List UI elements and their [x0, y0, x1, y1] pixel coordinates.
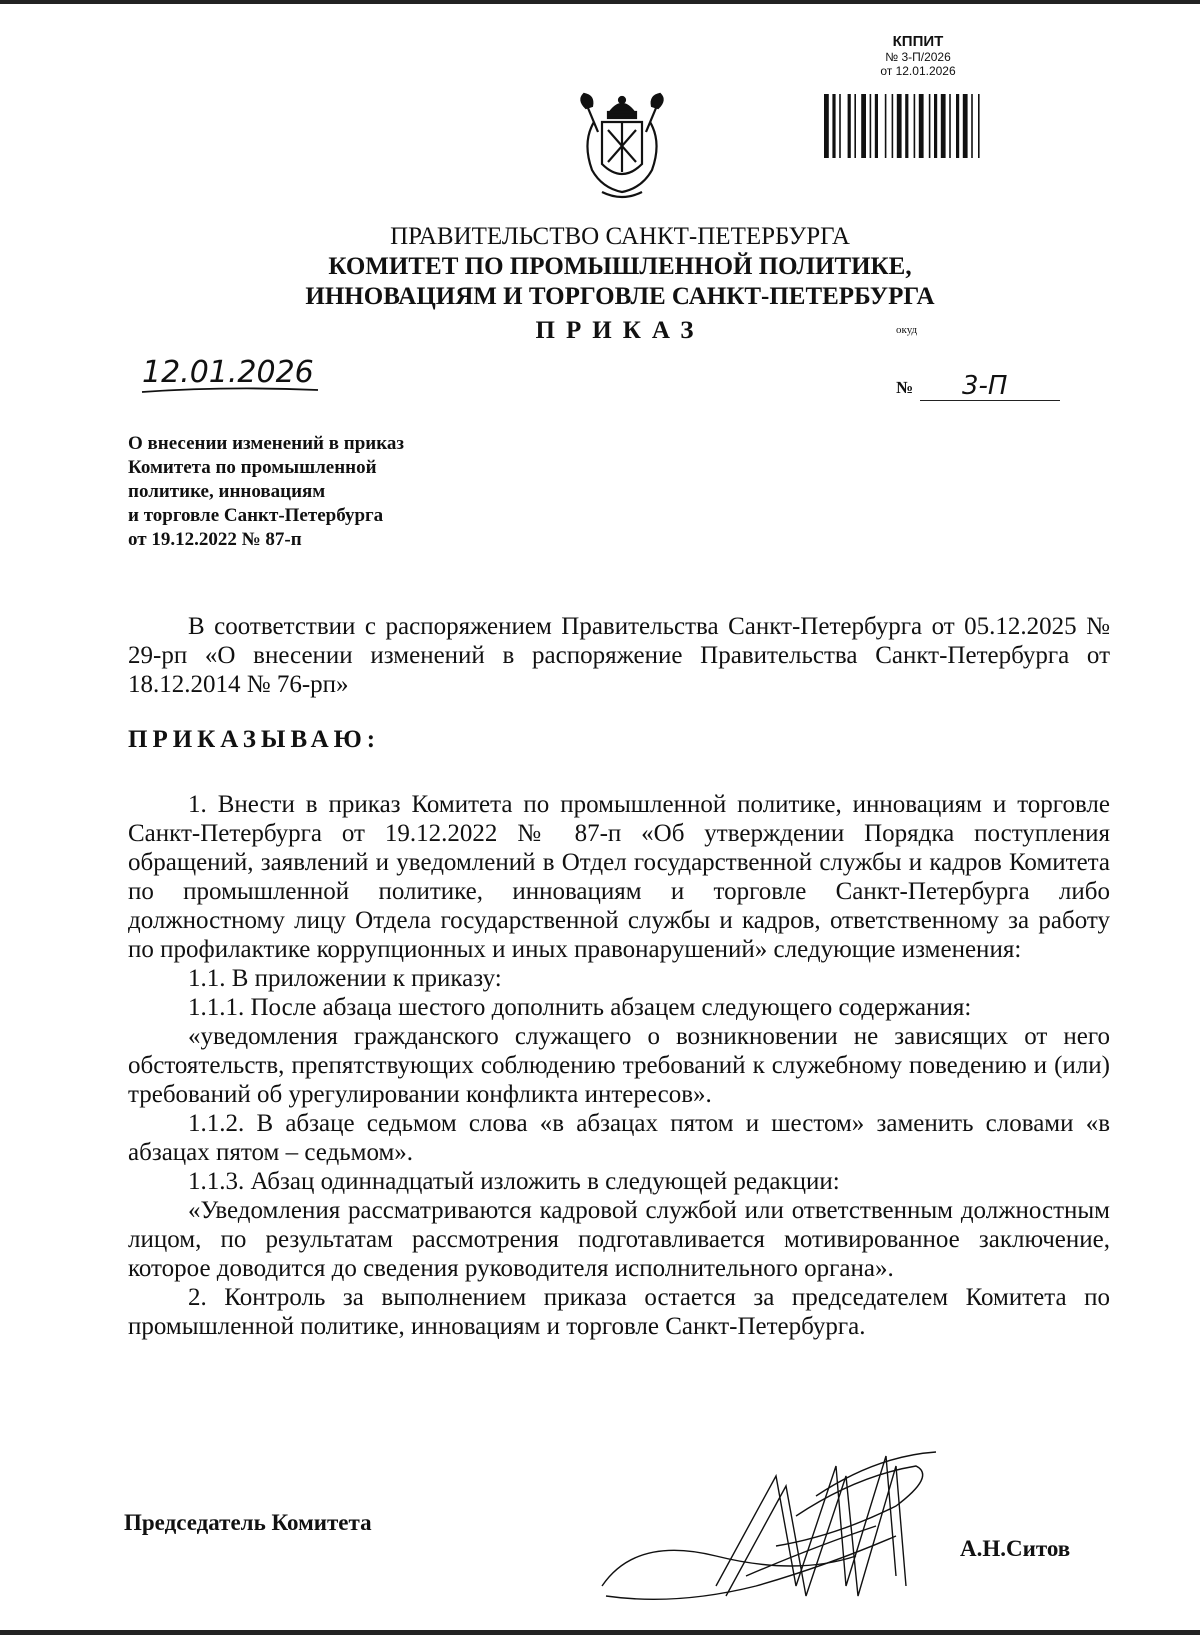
subject-line: Комитета по промышленной: [128, 457, 377, 478]
barcode-bar: [978, 94, 980, 158]
subject-line: и торговле Санкт-Петербурга: [128, 505, 384, 526]
item-1: 1. Внести в приказ Комитета по промышленной политике, инновациям и торговле Санкт-Петербурга от 19.12.2022 № 87-п «Об утверждении Порядка поступления обращений, заявлений и уведомлений в Отдел государственной службы и кадров Комитета по промышленной политике, инновациям и торговле Санкт-Петербурга либо должностному лицу Отдела государственной службы и кадров, ответственному за работу по профилактике коррупционных и иных правонарушений» следующие изменения:: [128, 791, 1110, 963]
scan-edge-top: [0, 0, 1200, 4]
item-1-1: 1.1. В приложении к приказу:: [188, 965, 502, 992]
barcode: [822, 94, 1020, 158]
handwritten-date: [138, 352, 328, 396]
okud-label: окуд: [896, 324, 918, 336]
barcode-bar: [875, 94, 878, 158]
barcode-bar: [839, 94, 841, 158]
barcode-bar: [919, 94, 924, 158]
signatory-position: Председатель Комитета: [124, 1510, 372, 1535]
barcode-bar: [949, 94, 951, 158]
subject-line: от 19.12.2022 № 87-п: [128, 529, 302, 550]
barcode-bar: [861, 94, 866, 158]
committee-title-line2: ИННОВАЦИЯМ И ТОРГОВЛЕ САНКТ-ПЕТЕРБУРГА: [305, 283, 935, 310]
handwritten-signature: [596, 1436, 956, 1606]
stamp-number: № 3-П/2026: [885, 50, 951, 64]
scan-edge-bottom: [0, 1630, 1200, 1635]
item-1-1-1: 1.1.1. После абзаца шестого дополнить абзацем следующего содержания:: [188, 994, 972, 1021]
order-number-label: №: [896, 378, 914, 397]
item-1-1-2: 1.1.2. В абзаце седьмом слова «в абзацах пятом и шестом» заменить словами «в абзацах пятом – седьмом».: [128, 1110, 1110, 1166]
item-1-1-3-quote: «Уведомления рассматриваются кадровой службой или ответственным должностным лицом, по результатам рассмотрения подготавливается мотивированное заключение, которое доводится до сведения руководителя исполнительного органа».: [128, 1197, 1110, 1282]
item-1-1-1-quote: «уведомления гражданского служащего о возникновении не зависящих от него обстоятельств, препятствующих соблюдению требований к служебному поведению и (или) требований об урегулировании конфликта интересов».: [128, 1023, 1110, 1108]
order-subject: [128, 432, 548, 552]
barcode-bar: [914, 94, 916, 158]
subject-line: О внесении изменений в приказ: [128, 433, 405, 454]
item-2: 2. Контроль за выполнением приказа остается за председателем Комитета по промышленной политике, инновациям и торговле Санкт-Петербурга.: [128, 1284, 1110, 1340]
coat-of-arms-emblem: [572, 92, 672, 204]
subject-line: политике, инновациям: [128, 481, 326, 502]
handwritten-number-text: 3-П: [962, 371, 1008, 401]
barcode-bar: [892, 94, 894, 158]
barcode-bar: [824, 94, 829, 158]
signatory-name: А.Н.Ситов: [960, 1536, 1071, 1561]
stamp-date: от 12.01.2026: [880, 64, 956, 78]
registration-stamp: [808, 34, 1028, 78]
document-type: ПРИКАЗ: [535, 317, 705, 344]
barcode-bar: [885, 94, 887, 158]
government-title: ПРАВИТЕЛЬСТВО САНКТ-ПЕТЕРБУРГА: [390, 223, 850, 250]
preamble: В соответствии с распоряжением Правительства Санкт-Петербурга от 05.12.2025 № 29-рп «О внесении изменений в распоряжение Правительства Санкт-Петербурга от 18.12.2014 № 76-рп»: [128, 613, 1110, 698]
handwritten-order-number: [962, 368, 1022, 402]
barcode-bar: [897, 94, 902, 158]
committee-title-line1: КОМИТЕТ ПО ПРОМЫШЛЕННОЙ ПОЛИТИКЕ,: [328, 253, 912, 280]
barcode-bar: [870, 94, 872, 158]
barcode-bar: [848, 94, 851, 158]
barcode-bar: [929, 94, 931, 158]
item-1-1-3: 1.1.3. Абзац одиннадцатый изложить в следующей редакции:: [188, 1168, 840, 1195]
handwritten-date-text: 12.01.2026: [142, 355, 314, 390]
stamp-org: КППИТ: [892, 33, 944, 50]
preamble-block: [128, 612, 1110, 699]
barcode-bar: [854, 94, 856, 158]
barcode-bar: [971, 94, 973, 158]
decree-word: ПРИКАЗЫВАЮ:: [128, 726, 381, 753]
barcode-bar: [963, 94, 968, 158]
order-body: [128, 790, 1110, 1341]
barcode-bar: [905, 94, 908, 158]
barcode-bar: [934, 94, 937, 158]
barcode-bar: [956, 94, 959, 158]
barcode-bar: [941, 94, 946, 158]
barcode-bar: [832, 94, 835, 158]
